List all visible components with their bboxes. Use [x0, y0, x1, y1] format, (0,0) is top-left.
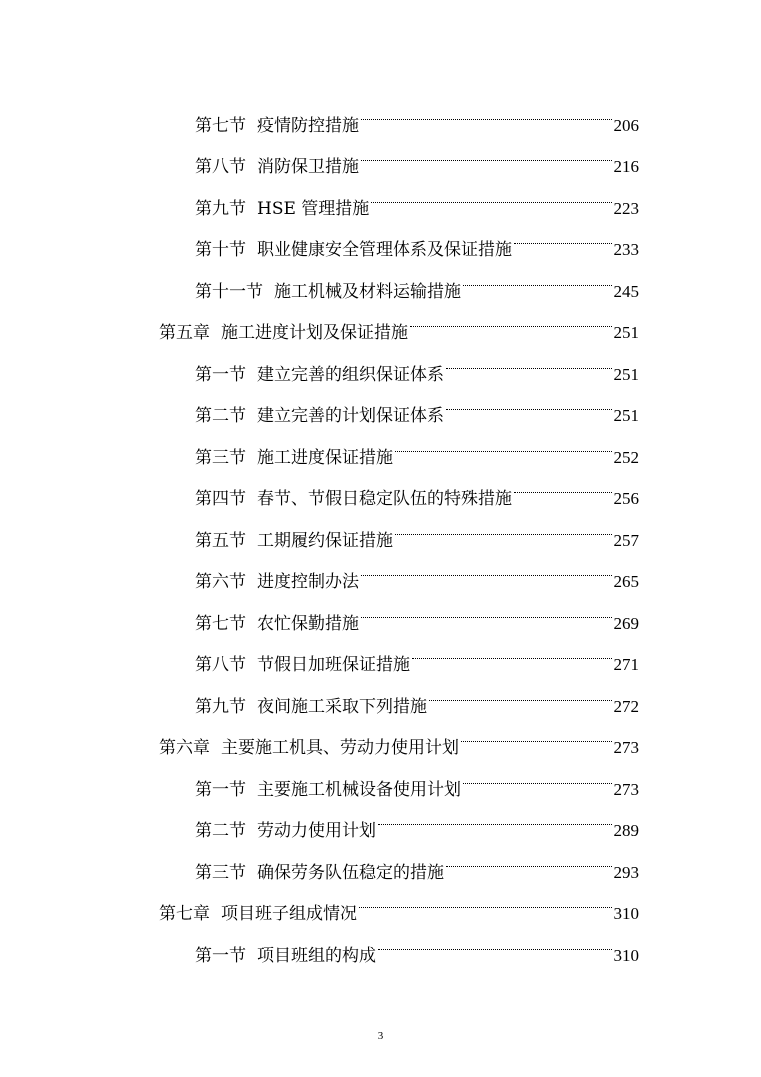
toc-entry-number: 第三节 — [195, 447, 246, 468]
toc-dot-leader — [359, 89, 614, 131]
toc-entry-number: 第二节 — [195, 821, 246, 841]
toc-dot-leader — [444, 836, 614, 878]
toc-entry-title: 施工进度计划及保证措施 — [221, 323, 408, 343]
toc-entry-page: 257 — [613, 530, 639, 550]
toc-entry-page: 289 — [613, 821, 639, 840]
toc-section-entry[interactable] — [195, 421, 639, 468]
toc-entry-title: 进度控制办法 — [257, 572, 359, 592]
toc-dot-leader — [359, 546, 614, 588]
toc-entry-number: 第九节 — [195, 198, 246, 219]
toc-section-entry[interactable] — [195, 380, 639, 426]
toc-entry-number: 第一节 — [195, 364, 246, 385]
toc-entry-page: 251 — [613, 406, 639, 425]
page-number: 3 — [377, 1030, 384, 1042]
toc-dot-leader — [393, 421, 614, 463]
toc-entry-page: 293 — [613, 862, 639, 882]
toc-entry-title: 项目班子组成情况 — [221, 904, 357, 924]
toc-entry-number: 第十节 — [195, 240, 246, 260]
toc-entry-number: 第六章 — [159, 738, 210, 758]
toc-chapter-entry[interactable] — [159, 297, 639, 343]
toc-dot-leader — [410, 629, 614, 671]
toc-entry-title: HSE 管理措施 — [257, 198, 370, 219]
toc-section-entry[interactable] — [195, 338, 639, 385]
toc-section-entry[interactable] — [195, 89, 639, 136]
toc-dot-leader — [461, 255, 614, 297]
toc-entry-page: 272 — [613, 696, 639, 716]
toc-entry-page: 245 — [613, 281, 639, 301]
toc-entry-page: 206 — [613, 115, 639, 135]
toc-entry-page: 271 — [613, 655, 639, 674]
toc-entry-page: 251 — [613, 323, 639, 342]
toc-entry-page: 233 — [613, 240, 639, 259]
toc-section-entry[interactable] — [195, 131, 639, 177]
toc-entry-title: 建立完善的计划保证体系 — [257, 406, 444, 426]
toc-dot-leader — [393, 504, 614, 546]
toc-entry-page: 265 — [613, 572, 639, 591]
toc-section-entry[interactable] — [195, 629, 639, 675]
toc-entry-page: 223 — [613, 198, 639, 218]
toc-section-entry[interactable] — [195, 172, 639, 219]
toc-entry-title: 职业健康安全管理体系及保证措施 — [257, 240, 512, 260]
toc-section-entry[interactable] — [195, 836, 639, 883]
toc-entry-title: 主要施工机具、劳动力使用计划 — [221, 738, 459, 758]
toc-section-entry[interactable] — [195, 463, 639, 509]
toc-entry-number: 第四节 — [195, 489, 246, 509]
toc-entry-number: 第七章 — [159, 904, 210, 924]
toc-dot-leader — [444, 380, 614, 422]
toc-section-entry[interactable] — [195, 795, 639, 841]
toc-section-entry[interactable] — [195, 504, 639, 551]
toc-entry-number: 第七节 — [195, 613, 246, 634]
toc-dot-leader — [376, 919, 614, 961]
toc-entry-title: 农忙保勤措施 — [257, 613, 359, 634]
toc-entry-page: 216 — [613, 157, 639, 176]
toc-section-entry[interactable] — [195, 919, 639, 966]
toc-entry-title: 项目班组的构成 — [257, 945, 376, 966]
toc-dot-leader — [461, 753, 614, 795]
table-of-contents — [0, 89, 761, 966]
toc-entry-title: 节假日加班保证措施 — [257, 655, 410, 675]
toc-dot-leader — [512, 463, 614, 505]
toc-section-entry[interactable] — [195, 587, 639, 634]
toc-entry-page: 251 — [613, 364, 639, 384]
toc-section-entry[interactable] — [195, 670, 639, 717]
toc-chapter-entry[interactable] — [159, 878, 639, 924]
toc-entry-number: 第八节 — [195, 655, 246, 675]
toc-entry-title: 劳动力使用计划 — [257, 821, 376, 841]
toc-entry-title: 疫情防控措施 — [257, 115, 359, 136]
toc-entry-number: 第一节 — [195, 779, 246, 800]
toc-entry-page: 269 — [613, 613, 639, 633]
toc-entry-number: 第六节 — [195, 572, 246, 592]
toc-entry-number: 第八节 — [195, 157, 246, 177]
toc-dot-leader — [408, 297, 614, 339]
toc-section-entry[interactable] — [195, 753, 639, 800]
toc-dot-leader — [359, 131, 614, 173]
toc-entry-page: 273 — [613, 779, 639, 799]
toc-dot-leader — [459, 712, 614, 754]
toc-section-entry[interactable] — [195, 255, 639, 302]
toc-entry-number: 第五节 — [195, 530, 246, 551]
toc-entry-page: 273 — [613, 738, 639, 757]
toc-entry-number: 第一节 — [195, 945, 246, 966]
toc-entry-title: 建立完善的组织保证体系 — [257, 364, 444, 385]
toc-entry-title: 夜间施工采取下列措施 — [257, 696, 427, 717]
toc-chapter-entry[interactable] — [159, 712, 639, 758]
toc-section-entry[interactable] — [195, 546, 639, 592]
toc-entry-title: 施工机械及材料运输措施 — [274, 281, 461, 302]
toc-entry-title: 消防保卫措施 — [257, 157, 359, 177]
toc-entry-title: 工期履约保证措施 — [257, 530, 393, 551]
toc-entry-number: 第五章 — [159, 323, 210, 343]
toc-dot-leader — [512, 214, 614, 256]
toc-entry-title: 春节、节假日稳定队伍的特殊措施 — [257, 489, 512, 509]
toc-dot-leader — [376, 795, 614, 837]
toc-entry-number: 第十一节 — [195, 281, 263, 302]
toc-entry-title: 施工进度保证措施 — [257, 447, 393, 468]
toc-entry-number: 第二节 — [195, 406, 246, 426]
toc-dot-leader — [357, 878, 614, 920]
toc-entry-page: 310 — [613, 904, 639, 923]
toc-entry-number: 第九节 — [195, 696, 246, 717]
toc-dot-leader — [427, 670, 614, 712]
toc-dot-leader — [359, 587, 614, 629]
toc-entry-page: 256 — [613, 489, 639, 508]
toc-dot-leader — [444, 338, 614, 380]
toc-entry-number: 第三节 — [195, 862, 246, 883]
toc-entry-page: 252 — [613, 447, 639, 467]
toc-entry-page: 310 — [613, 945, 639, 965]
toc-entry-title: 确保劳务队伍稳定的措施 — [257, 862, 444, 883]
toc-entry-title: 主要施工机械设备使用计划 — [257, 779, 461, 800]
toc-entry-number: 第七节 — [195, 115, 246, 136]
toc-section-entry[interactable] — [195, 214, 639, 260]
toc-dot-leader — [369, 172, 613, 214]
